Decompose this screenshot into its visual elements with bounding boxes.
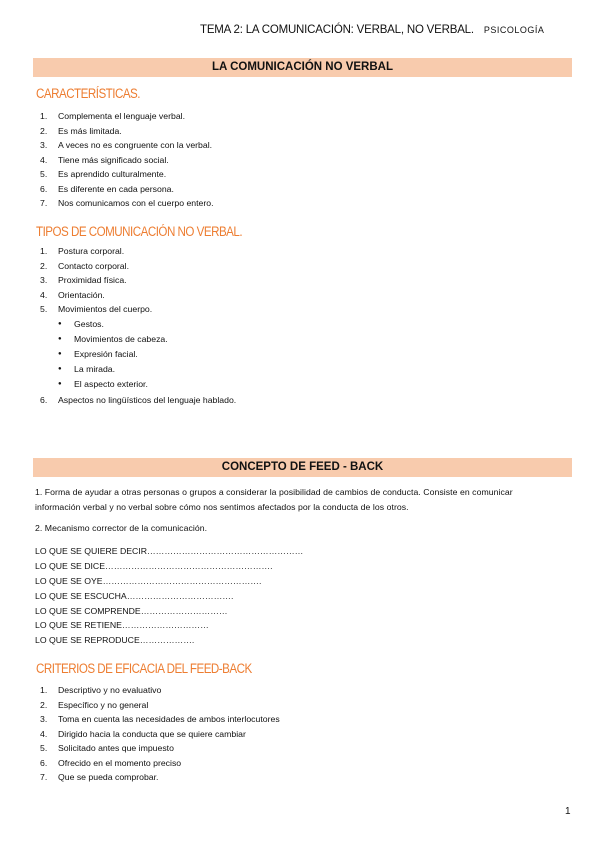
- list-item: 4. Tiene más significado social.: [40, 154, 169, 165]
- list-item: 3. Proximidad física.: [40, 275, 127, 285]
- list-item: 6. Ofrecido en el momento preciso: [40, 757, 182, 768]
- sub-list-item: ● Gestos.: [74, 318, 104, 330]
- list-item: 1. Postura corporal.: [40, 246, 125, 256]
- list-item: 2. Específico y no general: [40, 699, 149, 710]
- header-title: TEMA 2: LA COMUNICACIÓN: VERBAL, NO VERBAL.: [200, 24, 474, 36]
- list-item: 1. Descriptivo y no evaluativo: [40, 685, 162, 695]
- heading-criterios: CRITERIOS DE EFICACIA DEL FEED-BACK: [36, 661, 252, 676]
- list-item: 5. Es aprendido culturalmente.: [40, 169, 167, 179]
- page-header: [200, 24, 544, 36]
- list-item: 5. Movimientos del cuerpo.: [40, 304, 153, 314]
- list-item: 6. Es diferente en cada persona.: [40, 183, 174, 194]
- sub-list-item: ● Movimientos de cabeza.: [74, 333, 168, 345]
- feedback-line: LO QUE SE ESCUCHA……………………………….: [35, 591, 234, 601]
- feedback-paragraph-2: 2. Mecanismo corrector de la comunicación.: [35, 523, 208, 533]
- feedback-line: LO QUE SE OYE……………………………………………….: [35, 576, 262, 586]
- list-item: 7. Que se pueda comprobar.: [40, 772, 159, 782]
- list-item: 3. Toma en cuenta las necesidades de ambos interlocutores: [40, 714, 280, 724]
- list-item: 5. Solicitado antes que impuesto: [40, 743, 174, 753]
- feedback-line: LO QUE SE RETIENE…………………………: [35, 620, 209, 630]
- sub-list-item: ● La mirada.: [74, 363, 115, 375]
- heading-tipos: TIPOS DE COMUNICACIÓN NO VERBAL.: [36, 224, 243, 239]
- list-item: 4. Orientación.: [40, 289, 105, 300]
- page-number: 1: [565, 806, 571, 817]
- list-item: 2. Es más limitada.: [40, 125, 122, 136]
- list-item: 2. Contacto corporal.: [40, 260, 129, 271]
- section-band-no-verbal: LA COMUNICACIÓN NO VERBAL: [33, 58, 572, 77]
- list-item: 6. Aspectos no lingüísticos del lenguaje hablado.: [40, 395, 237, 405]
- sub-list-item: ● Expresión facial.: [74, 348, 138, 360]
- feedback-line: LO QUE SE QUIERE DECIR………………………………………………: [35, 546, 304, 556]
- header-subject: PSICOLOGÍA: [483, 25, 545, 35]
- feedback-line: LO QUE SE REPRODUCE……………….: [35, 635, 195, 645]
- list-item: 7. Nos comunicamos con el cuerpo entero.: [40, 198, 214, 208]
- feedback-paragraph-1: 1. Forma de ayudar a otras personas o grupos a considerar la posibilidad de cambios de conducta. Consiste en comunicar información verbal y no verbal sobre cómo nos sentimos afectados por la conducta de los otros.: [35, 487, 513, 512]
- heading-caracteristicas: CARACTERÍSTICAS.: [36, 86, 140, 101]
- sub-list-item: ● El aspecto exterior.: [74, 378, 148, 390]
- list-item: 4. Dirigido hacia la conducta que se quiere cambiar: [40, 728, 246, 739]
- list-item: 1. Complementa el lenguaje verbal.: [40, 111, 186, 121]
- list-item: 3. A veces no es congruente con la verbal.: [40, 140, 213, 150]
- feedback-line: LO QUE SE COMPRENDE…………………………: [35, 606, 228, 616]
- section-band-feedback: CONCEPTO DE FEED - BACK: [33, 458, 572, 477]
- feedback-line: LO QUE SE DICE………………………………………………….: [35, 561, 273, 571]
